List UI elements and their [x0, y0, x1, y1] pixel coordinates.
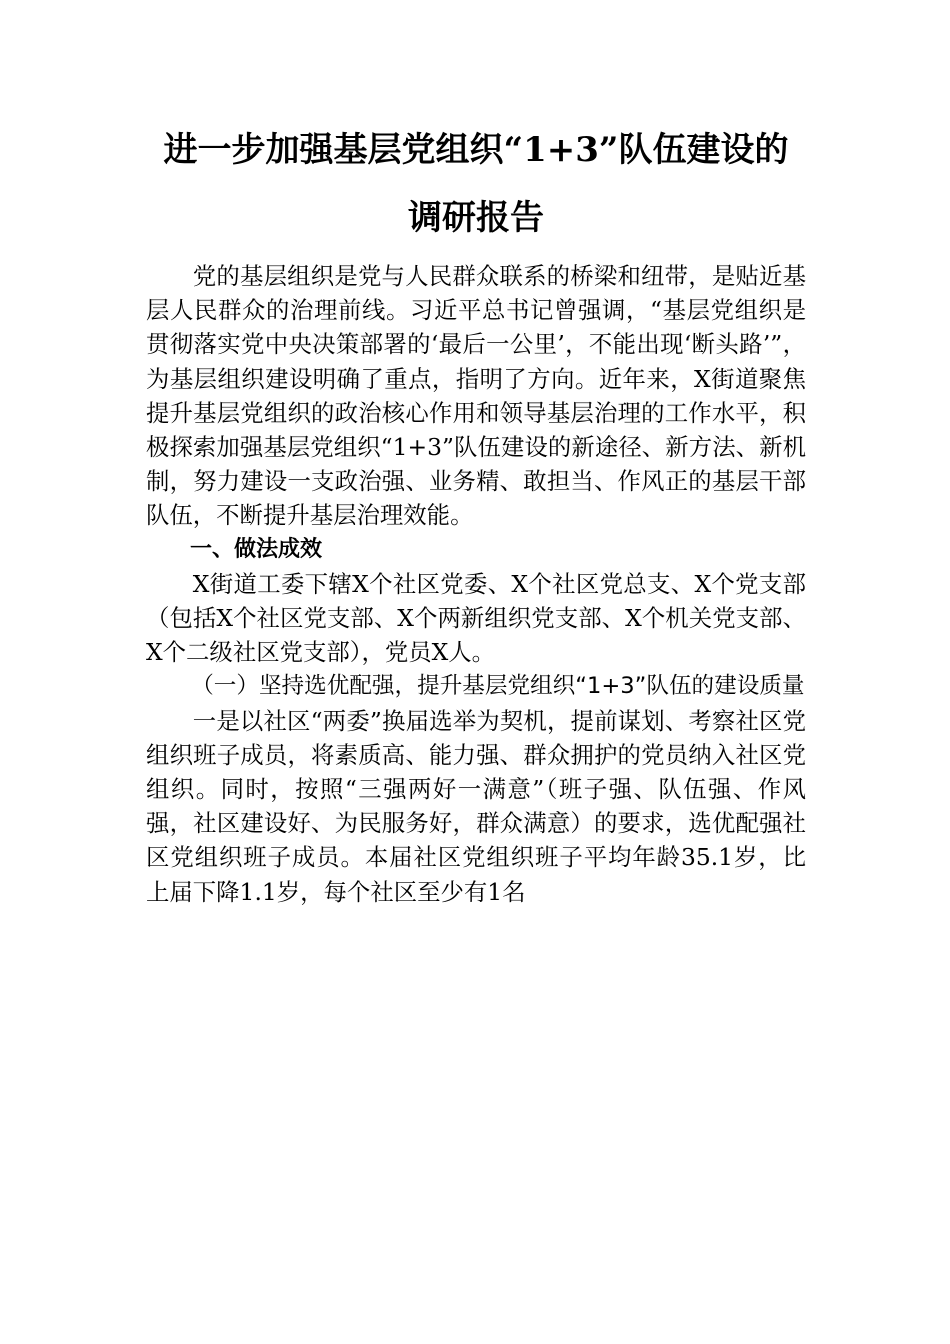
document-body	[146, 259, 806, 909]
overview-paragraph: X街道工委下辖X个社区党委、X个社区党总支、X个党支部（包括X个社区党支部、X个两新组织党支部、X个机关党支部、X个二级社区党支部），党员X人。	[146, 569, 806, 667]
detail-paragraph: 一是以社区“两委”换届选举为契机，提前谋划、考察社区党组织班子成员，将素质高、能力强、群众拥护的党员纳入社区党组织。同时，按照“三强两好一满意”（班子强、队伍强、作风强，社区建设好、为民服务好，群众满意）的要求，选优配强社区党组织班子成员。本届社区党组织班子平均年龄35.1岁，比上届下降1.1岁，每个社区至少有1名	[146, 706, 806, 906]
document-title-line-1: 进一步加强基层党组织“1+3”队伍建设的	[163, 130, 789, 170]
section-heading-1: 一、做法成效	[190, 536, 323, 562]
document-title-line-2: 调研报告	[408, 198, 544, 238]
subsection-heading-1: （一）坚持选优配强，提升基层党组织“1+3”队伍的建设质量	[191, 673, 805, 700]
intro-paragraph: 党的基层组织是党与人民群众联系的桥梁和纽带，是贴近基层人民群众的治理前线。习近平总书记曾强调，“基层党组织是贯彻落实党中央决策部署的‘最后一公里’，不能出现‘断头路’”，为基层组织建设明确了重点，指明了方向。近年来，X街道聚焦提升基层党组织的政治核心作用和领导基层治理的工作水平，积极探索加强基层党组织“1+3”队伍建设的新途径、新方法、新机制，努力建设一支政治强、业务精、敢担当、作风正的基层干部队伍，不断提升基层治理效能。	[146, 262, 806, 530]
